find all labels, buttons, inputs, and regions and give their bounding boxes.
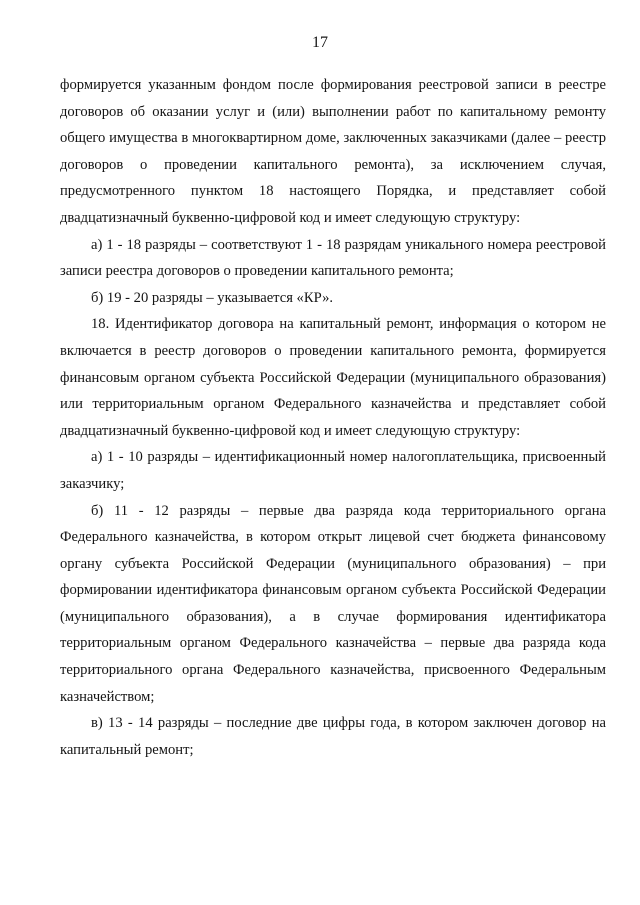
paragraph-item-a-registry: а) 1 - 18 разряды – соответствуют 1 - 18 разрядам уникального номера реестровой записи реестра договоров о проведении капитального ремонта; <box>60 236 606 280</box>
paragraph-clause-18: 18. Идентификатор договора на капитальный ремонт, информация о котором не включается в реестр договоров о проведении капитального ремонта, формируется финансовым органом субъекта Российской Федерации (муниципального образования) или территориальным органом Федерального казначейства и представляет собой двадцатизначный буквенно-цифровой код и имеет следующую структуру: <box>60 316 606 439</box>
page-number: 17 <box>312 34 328 51</box>
paragraph-item-b-registry: б) 19 - 20 разряды – указывается «КР». <box>91 289 334 306</box>
document-body <box>60 72 606 763</box>
paragraph-item-b-treasury: б) 11 - 12 разряды – первые два разряда кода территориального органа Федерального казначейства, в котором открыт лицевой счет бюджета финансовому органу субъекта Российской Федерации (муниципального образования) – при формировании идентификатора финансовым органом субъекта Российской Федерации (муниципального образования), а в случае формирования идентификатора территориальным органом Федерального казначейства – первые два разряда кода территориального органа Федерального казначейства, присвоенного Федеральным казначейством; <box>60 502 606 705</box>
paragraph-continuation: формируется указанным фондом после формирования реестровой записи в реестре договоров об оказании услуг и (или) выполнении работ по капитальному ремонту общего имущества в многоквартирном доме, заключенных заказчиками (далее – реестр договоров о проведении капитального ремонта), за исключением случая, предусмотренного пунктом 18 настоящего Порядка, и представляет собой двадцатизначный буквенно-цифровой код и имеет следующую структуру: <box>60 77 606 226</box>
paragraph-item-a-inn: а) 1 - 10 разряды – идентификационный номер налогоплательщика, присвоенный заказчику; <box>60 449 606 492</box>
paragraph-item-c-year: в) 13 - 14 разряды – последние две цифры года, в котором заключен договор на капитальный ремонт; <box>60 715 606 758</box>
